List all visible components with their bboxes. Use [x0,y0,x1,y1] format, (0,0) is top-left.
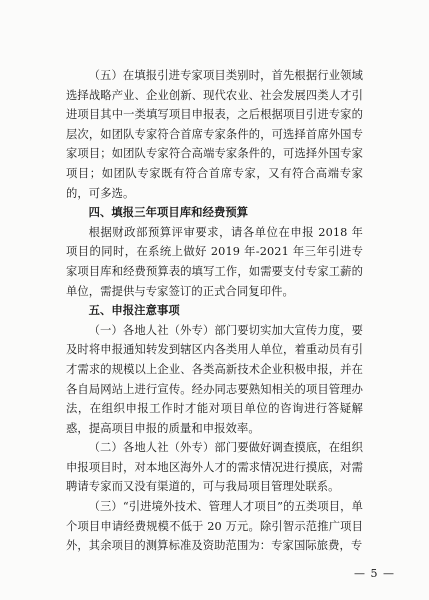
paragraph-note-2: （二）各地人社（外专）部门要做好调查摸底，在组织申报项目时，对本地区海外人才的需求情况进行摸底，对需聘请专家而又没有渠道的，可与我局项目管理处联系。 [66,441,363,494]
section-heading-notes: 五、申报注意事项 [88,304,180,318]
paragraph-category-selection: （五）在填报引进专家项目类别时，首先根据行业领域选择战略产业、企业创新、现代农业、社会发展四类人才引进项目其中一类填写项目申报表，之后根据项目引进专家的层次，如团队专家符合首席专家条件的，可选择首席外国专家项目；如团队专家符合高端专家条件的，可选择外国专家项目；如团队专家既有符合首席专家，又有符合高端专家的，可多选。 [66,69,363,200]
paragraph-note-3: （三）“引进境外技术、管理人才项目”的五类项目，单个项目申请经费规模不低于 20 万元。除引智示范推广项目外，其余项目的测算标准及资助范围为：专家国际旅费，专 [66,500,363,553]
document-body [66,66,363,556]
section-heading-budget: 四、填报三年项目库和经费预算 [88,206,249,220]
paragraph-budget: 根据财政部预算评审要求，请各单位在申报 2018 年项目的同时，在系统上做好 2019 年-2021 年三年引进专家项目库和经费预算表的填写工作，如需要支付专家工薪的单位，需提供与专家签订的正式合同复印件。 [66,225,363,298]
page-number: — 5 — [354,567,395,580]
paragraph-note-1: （一）各地人社（外专）部门要切实加大宣传力度，要及时将申报通知转发到辖区内各类用人单位，着重动员有引才需求的规模以上企业、各类高新技术企业积极申报，并在各自局网站上进行宣传。经办同志要熟知相关的项目管理办法，在组织申报工作时才能对项目单位的咨询进行答疑解惑，提高项目申报的质量和申报效率。 [66,323,363,435]
